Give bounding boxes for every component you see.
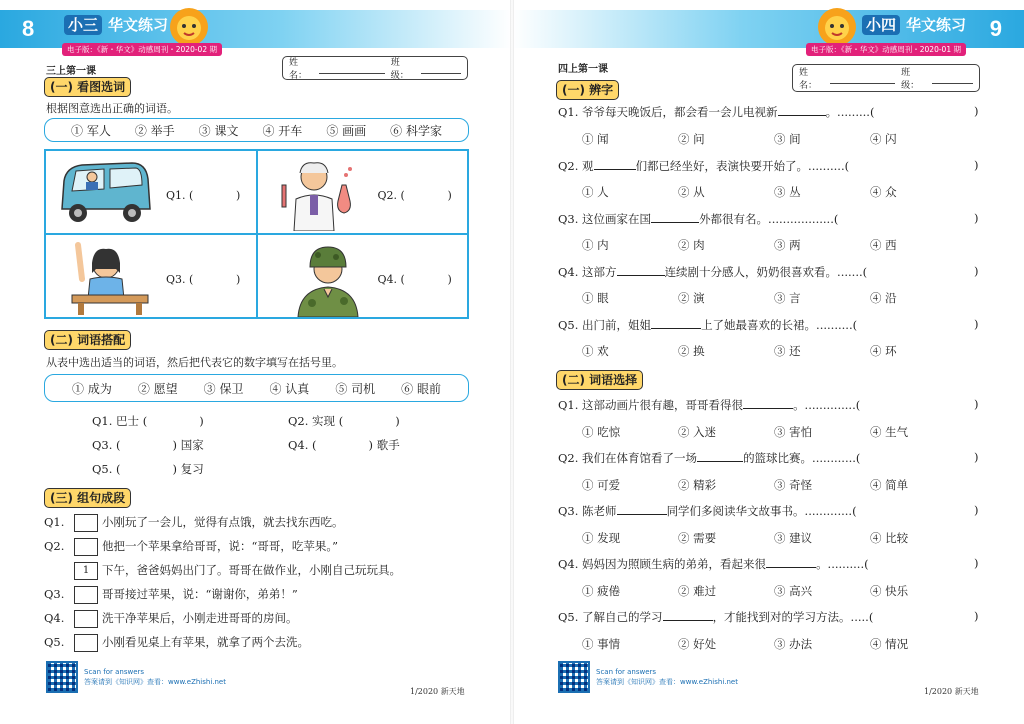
lion-mascot-icon: [168, 6, 210, 48]
option[interactable]: ④ 环: [870, 344, 897, 358]
option[interactable]: ④ 沿: [870, 291, 897, 305]
soldier-illustration: [288, 237, 368, 317]
tagline: 电子版：《新・华文》动感周刊・2020-01 期: [806, 43, 966, 56]
page-gutter: [510, 0, 514, 724]
option[interactable]: ① 疲倦: [582, 584, 621, 598]
question-text: Q5. 出门前，姐姐: [558, 318, 652, 332]
option[interactable]: ④ 生气: [870, 425, 909, 439]
choice-question: [558, 503, 857, 519]
footer-scan: Scan for answers: [84, 668, 145, 676]
question-label: Q3. (: [166, 273, 194, 286]
page-number: 8: [22, 16, 35, 41]
footer-issue: 1/2020 新天地: [410, 687, 465, 696]
option[interactable]: ④ 快乐: [870, 584, 909, 598]
choice-options: [582, 477, 966, 493]
match-question-close: ) 歌手: [368, 438, 400, 452]
lion-mascot-icon: [816, 6, 858, 48]
picture-grid: [44, 149, 469, 319]
word-option: ① 军人: [71, 123, 111, 138]
option[interactable]: ① 内: [582, 238, 609, 252]
choice-question: [558, 397, 860, 413]
class-field[interactable]: [932, 73, 973, 84]
match-question-text: Q2. 实现 (: [288, 414, 344, 428]
choice-options: [582, 424, 966, 440]
option[interactable]: ④ 闪: [870, 132, 897, 146]
question-tail: 连续剧十分感人，奶奶很喜欢看。.......(: [664, 265, 868, 279]
lesson-title: 四上第一课: [558, 64, 608, 75]
order-item: [44, 538, 338, 556]
option[interactable]: ④ 比较: [870, 531, 909, 545]
choice-question: [558, 556, 869, 572]
match-question-close: ): [199, 414, 204, 428]
question-tail: ，才能找到对的学习方法。.....(: [712, 610, 874, 624]
answer-bracket[interactable]: ): [447, 273, 452, 286]
answer-bracket[interactable]: ): [236, 189, 241, 202]
choice-options: [582, 184, 966, 200]
order-label: Q4.: [44, 611, 65, 625]
word-option: ⑥ 科学家: [390, 123, 442, 138]
section-instruction: 从表中选出适当的词语，然后把代表它的数字填写在括号里。: [46, 356, 343, 369]
choice-options: [582, 636, 966, 652]
option[interactable]: ④ 众: [870, 185, 897, 199]
question-label: Q1. (: [166, 189, 194, 202]
answer-blank[interactable]: [594, 159, 636, 170]
option[interactable]: ③ 言: [774, 291, 801, 305]
order-box: 1: [74, 562, 98, 580]
answer-blank[interactable]: [697, 451, 743, 462]
tagline: 电子版：《新・华文》动感周刊・2020-02 期: [62, 43, 222, 56]
grade-level: 小四: [862, 15, 900, 35]
choice-options: [582, 530, 966, 546]
order-box[interactable]: [74, 586, 98, 604]
option[interactable]: ① 眼: [582, 291, 609, 305]
question-tail: 外都很有名。..................(: [699, 212, 839, 226]
order-box[interactable]: [74, 634, 98, 652]
footer-url[interactable]: 答案请到《知识网》查看：www.eZhishi.net: [596, 678, 738, 686]
choice-options: [582, 290, 966, 306]
order-box[interactable]: [74, 514, 98, 532]
question-text: Q3. 陈老师: [558, 504, 617, 518]
class-label: 班级：: [901, 68, 920, 91]
question-text: Q5. 了解自己的学习: [558, 610, 663, 624]
choice-options: [582, 343, 966, 359]
option[interactable]: ① 人: [582, 185, 609, 199]
match-question[interactable]: [288, 413, 400, 429]
question-text: Q3. 这位画家在国: [558, 212, 652, 226]
qr-code-icon[interactable]: [46, 661, 78, 693]
option[interactable]: ① 可爱: [582, 478, 621, 492]
order-item: [44, 634, 309, 652]
footer: [46, 660, 226, 694]
answer-bracket[interactable]: ): [974, 317, 979, 331]
scientist-illustration: [276, 155, 360, 231]
order-label: Q2.: [44, 539, 65, 553]
class-field[interactable]: [421, 63, 461, 74]
match-question-close: ) 复习: [172, 462, 204, 476]
page-number: 9: [989, 16, 1002, 41]
word-bank: [44, 118, 469, 142]
answer-bracket[interactable]: ): [974, 158, 979, 172]
option[interactable]: ① 吃惊: [582, 425, 621, 439]
answer-blank[interactable]: [651, 212, 699, 223]
choice-question: [558, 450, 860, 466]
word-option: ③ 保卫: [203, 381, 244, 396]
question-text: Q2. 我们在体育馆看了一场: [558, 451, 698, 465]
order-label: Q5.: [44, 635, 65, 649]
answer-blank[interactable]: [617, 265, 665, 276]
section-header: (三) 组句成段: [44, 488, 131, 508]
match-question[interactable]: [288, 437, 400, 453]
choice-question: [558, 158, 849, 174]
order-label: Q1.: [44, 515, 65, 529]
option[interactable]: ① 事情: [582, 637, 621, 651]
question-text: Q2. 观: [558, 159, 594, 173]
name-label: 姓名：: [289, 58, 308, 81]
picture-cell: [45, 234, 257, 318]
option[interactable]: ③ 丛: [774, 185, 801, 199]
match-question[interactable]: [92, 461, 204, 477]
option[interactable]: ② 肉: [678, 238, 705, 252]
grade-level: 小三: [64, 15, 102, 35]
option[interactable]: ① 发现: [582, 531, 621, 545]
choice-options: [582, 131, 966, 147]
answer-bracket[interactable]: ): [974, 556, 979, 570]
answer-bracket[interactable]: ): [974, 264, 979, 278]
match-question-text: Q3. (: [92, 438, 121, 452]
option[interactable]: ③ 间: [774, 132, 801, 146]
section-header: (二) 词语选择: [556, 370, 643, 390]
order-item: [44, 562, 401, 580]
choice-question: [558, 104, 874, 120]
name-field[interactable]: [830, 73, 895, 84]
order-sentence: 他把一个苹果拿给哥哥，说：“哥哥，吃苹果。”: [102, 539, 339, 553]
footer-issue: 1/2020 新天地: [924, 687, 979, 696]
order-sentence: 小刚玩了一会儿，觉得有点饿，就去找东西吃。: [102, 515, 344, 529]
choice-question: [558, 609, 873, 625]
name-class-box: [792, 64, 980, 92]
word-bank: [44, 374, 469, 402]
option[interactable]: ③ 害怕: [774, 425, 813, 439]
option[interactable]: ③ 奇怪: [774, 478, 813, 492]
order-sentence: 小刚看见桌上有苹果，就拿了两个去洗。: [102, 635, 309, 649]
match-question-text: Q1. 巴士 (: [92, 414, 148, 428]
word-option: ⑤ 画画: [326, 123, 367, 138]
answer-blank[interactable]: [651, 318, 701, 329]
question-tail: 。.........(: [825, 105, 875, 119]
word-option: ③ 课文: [198, 123, 239, 138]
match-question-text: Q5. (: [92, 462, 121, 476]
title-text: 华文练习: [905, 16, 966, 34]
question-tail: 。..............(: [793, 398, 861, 412]
question-tail: 们都已经坐好，表演快要开始了。..........(: [635, 159, 850, 173]
section-header: (一) 看图选词: [44, 77, 131, 97]
answer-bracket[interactable]: ): [974, 104, 979, 118]
order-sentence: 洗干净苹果后，小刚走进哥哥的房间。: [102, 611, 298, 625]
question-text: Q1. 爷爷每天晚饭后，都会看一会儿电视新: [558, 105, 778, 119]
option[interactable]: ④ 西: [870, 238, 897, 252]
question-text: Q1. 这部动画片很有趣，哥哥看得很: [558, 398, 744, 412]
option[interactable]: ② 问: [678, 132, 705, 146]
word-option: ⑤ 司机: [335, 381, 376, 396]
option[interactable]: ③ 办法: [774, 637, 813, 651]
choice-options: [582, 237, 966, 253]
question-label: Q2. (: [377, 189, 405, 202]
question-tail: 上了她最喜欢的长裙。..........(: [701, 318, 858, 332]
option[interactable]: ② 好处: [678, 637, 717, 651]
option[interactable]: ③ 还: [774, 344, 801, 358]
option[interactable]: ② 需要: [678, 531, 717, 545]
word-option: ② 举手: [134, 123, 175, 138]
word-option: ② 愿望: [137, 381, 178, 396]
answer-bracket[interactable]: ): [236, 273, 241, 286]
option[interactable]: ② 从: [678, 185, 705, 199]
choice-question: [558, 264, 867, 280]
answer-blank[interactable]: [663, 610, 713, 621]
option[interactable]: ④ 情况: [870, 637, 909, 651]
question-text: Q4. 这部方: [558, 265, 617, 279]
answer-bracket[interactable]: ): [447, 189, 452, 202]
qr-code-icon[interactable]: [558, 661, 590, 693]
question-label: Q4. (: [377, 273, 405, 286]
footer-text: [84, 667, 226, 687]
option[interactable]: ② 精彩: [678, 478, 717, 492]
question-tail: 同学们多阅读华文故事书。.............(: [666, 504, 857, 518]
header-title: [64, 14, 168, 35]
order-sentence: 哥哥接过苹果，说：“谢谢你，弟弟！”: [102, 587, 298, 601]
option[interactable]: ③ 高兴: [774, 584, 813, 598]
name-field[interactable]: [319, 63, 384, 74]
option[interactable]: ② 换: [678, 344, 705, 358]
match-question[interactable]: [92, 413, 204, 429]
header-title: [862, 14, 966, 35]
question-tail: 。..........(: [816, 557, 869, 571]
answer-blank[interactable]: [743, 398, 793, 409]
title-text: 华文练习: [108, 16, 169, 34]
lesson-title: 三上第一课: [46, 66, 96, 77]
footer: [558, 660, 738, 694]
answer-bracket[interactable]: ): [974, 609, 979, 623]
match-question[interactable]: [92, 437, 204, 453]
match-question-close: ): [395, 414, 400, 428]
order-label: Q3.: [44, 587, 65, 601]
picture-cell: [45, 150, 257, 234]
section-header: (二) 词语搭配: [44, 330, 131, 350]
order-sentence: 下午，爸爸妈妈出门了。哥哥在做作业，小刚自己玩玩具。: [102, 563, 401, 577]
word-option: ① 成为: [72, 381, 112, 396]
option[interactable]: ③ 两: [774, 238, 801, 252]
section-header: (一) 辨字: [556, 80, 619, 100]
option[interactable]: ④ 简单: [870, 478, 909, 492]
question-text: Q4. 妈妈因为照顾生病的弟弟，看起来很: [558, 557, 767, 571]
section-instruction: 根据图意选出正确的词语。: [46, 102, 178, 115]
answer-blank[interactable]: [617, 504, 667, 515]
answer-blank[interactable]: [766, 557, 816, 568]
word-option: ④ 认真: [269, 381, 310, 396]
answer-bracket[interactable]: ): [974, 211, 979, 225]
option[interactable]: ② 难过: [678, 584, 717, 598]
option[interactable]: ② 演: [678, 291, 705, 305]
order-item: [44, 514, 344, 532]
right-page: [512, 0, 1024, 724]
match-question-close: ) 国家: [172, 438, 204, 452]
answer-blank[interactable]: [778, 105, 826, 116]
option[interactable]: ① 闻: [582, 132, 609, 146]
answer-bracket[interactable]: ): [974, 397, 979, 411]
girl-raising-hand-illustration: [66, 239, 150, 315]
answer-bracket[interactable]: ): [974, 450, 979, 464]
name-label: 姓名：: [799, 68, 818, 91]
picture-cell: [257, 150, 469, 234]
choice-question: [558, 211, 838, 227]
picture-cell: [257, 234, 469, 318]
option[interactable]: ③ 建议: [774, 531, 813, 545]
order-item: [44, 610, 298, 628]
footer-text: [596, 667, 738, 687]
answer-bracket[interactable]: ): [974, 503, 979, 517]
name-class-box: [282, 56, 468, 80]
order-item: [44, 586, 298, 604]
option[interactable]: ① 欢: [582, 344, 609, 358]
question-tail: 的篮球比赛。............(: [743, 451, 861, 465]
choice-question: [558, 317, 857, 333]
car-driver-illustration: [54, 155, 154, 231]
word-option: ⑥ 眼前: [401, 381, 441, 396]
class-label: 班级：: [390, 58, 409, 81]
footer-scan: Scan for answers: [596, 668, 657, 676]
order-box[interactable]: [74, 610, 98, 628]
word-option: ④ 开车: [262, 123, 303, 138]
option[interactable]: ② 入迷: [678, 425, 717, 439]
choice-options: [582, 583, 966, 599]
match-question-text: Q4. (: [288, 438, 317, 452]
footer-url[interactable]: 答案请到《知识网》查看：www.eZhishi.net: [84, 678, 226, 686]
order-box[interactable]: [74, 538, 98, 556]
